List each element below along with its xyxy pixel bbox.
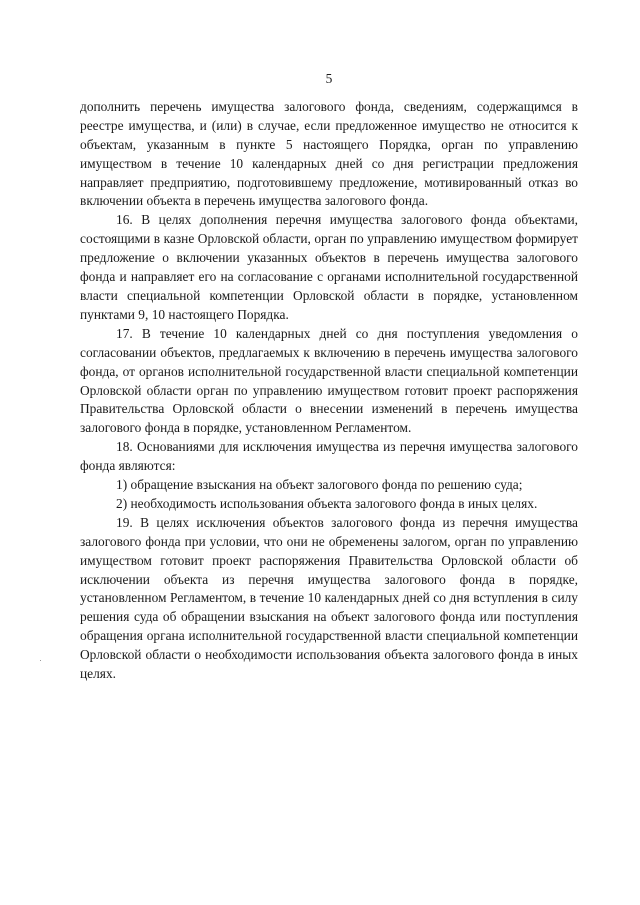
list-item-2: 2) необходимость использования объекта залогового фонда в иных целях.	[116, 495, 538, 511]
paragraph-19: 19. В целях исключения объектов залогового фонда из перечня имущества залогового фонда при условии, что они не обременены залогом, орган по управлению имуществом готовит проект распоряжения Правительства Орловской области об исключении объекта из перечня имущества залогового фонда в порядке, установленном Регламентом, в течение 10 календарных дней со дня вступления в силу решения суда об обращении взыскания на объект залогового фонда или поступления обращения органа исполнительной государственной власти специальной компетенции Орловской области о необходимости использования объекта залогового фонда в иных целях.	[80, 514, 578, 682]
list-item-1: 1) обращение взыскания на объект залогового фонда по решению суда;	[116, 477, 523, 493]
paragraph-16: 16. В целях дополнения перечня имущества залогового фонда объектами, состоящими в казне Орловской области, орган по управлению имуществом формирует предложение о включении указанных объектов в перечень имущества залогового фонда и направляет его на согласование с органами исполнительной государственной власти специальной компетенции Орловской области в порядке, установленном пунктами 9, 10 настоящего Порядка.	[80, 212, 578, 322]
paragraph-continuation: дополнить перечень имущества залогового фонда, сведениям, содержащимся в реестре имущества, и (или) в случае, если предложенное имущество не относится к объектам, указанным в пункте 5 настоящего Порядка, орган по управлению имуществом в течение 10 календарных дней со дня регистрации предложения направляет предприятию, подготовившему предложение, мотивированный отказ во включении объекта в перечень имущества залогового фонда.	[80, 98, 578, 209]
page-number: 5	[325, 71, 333, 86]
document-page	[80, 70, 578, 684]
paragraph-17: 17. В течение 10 календарных дней со дня поступления уведомления о согласовании объектов, предлагаемых к включению в перечень имущества залогового фонда, от органов исполнительной государственной власти специальной компетенции Орловской области орган по управлению имуществом готовит проект распоряжения Правительства Орловской области о внесении изменений в перечень имущества залогового фонда в порядке, установленном Регламентом.	[80, 325, 578, 436]
scan-speck	[40, 660, 41, 661]
paragraph-18: 18. Основаниями для исключения имущества из перечня имущества залогового фонда являются:	[80, 439, 578, 474]
